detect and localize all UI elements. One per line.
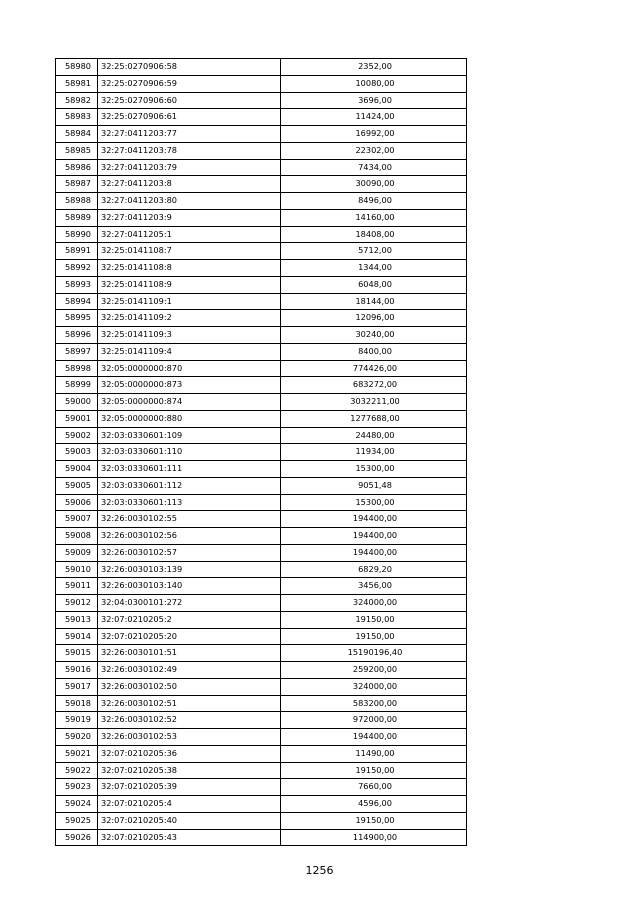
row-number-cell: 59012 bbox=[56, 595, 98, 612]
table-row bbox=[56, 712, 467, 729]
value-cell: 114900,00 bbox=[281, 829, 467, 846]
value-cell: 3456,00 bbox=[281, 578, 467, 595]
table-row bbox=[56, 695, 467, 712]
row-number-cell: 59020 bbox=[56, 729, 98, 746]
row-number-cell: 59014 bbox=[56, 628, 98, 645]
page-number: 1256 bbox=[305, 864, 334, 877]
cadastral-number-cell: 32:27:0411203:77 bbox=[98, 126, 281, 143]
row-number-cell: 59000 bbox=[56, 394, 98, 411]
table-row bbox=[56, 812, 467, 829]
cadastral-number-cell: 32:26:0030102:50 bbox=[98, 678, 281, 695]
cadastral-number-cell: 32:26:0030102:49 bbox=[98, 662, 281, 679]
value-cell: 7660,00 bbox=[281, 779, 467, 796]
value-cell: 16992,00 bbox=[281, 126, 467, 143]
row-number-cell: 59010 bbox=[56, 561, 98, 578]
table-row bbox=[56, 410, 467, 427]
cadastral-number-cell: 32:25:0141108:9 bbox=[98, 276, 281, 293]
value-cell: 6829,20 bbox=[281, 561, 467, 578]
cadastral-number-cell: 32:07:0210205:39 bbox=[98, 779, 281, 796]
cadastral-number-cell: 32:25:0270906:58 bbox=[98, 59, 281, 76]
row-number-cell: 59018 bbox=[56, 695, 98, 712]
table-row bbox=[56, 126, 467, 143]
table-row bbox=[56, 176, 467, 193]
cadastral-number-cell: 32:27:0411203:79 bbox=[98, 159, 281, 176]
row-number-cell: 58986 bbox=[56, 159, 98, 176]
cadastral-number-cell: 32:03:0330601:112 bbox=[98, 477, 281, 494]
value-cell: 683272,00 bbox=[281, 377, 467, 394]
value-cell: 972000,00 bbox=[281, 712, 467, 729]
table-row bbox=[56, 109, 467, 126]
cadastral-number-cell: 32:25:0270906:59 bbox=[98, 75, 281, 92]
table-row bbox=[56, 611, 467, 628]
table-row bbox=[56, 159, 467, 176]
cadastral-number-cell: 32:25:0141109:1 bbox=[98, 293, 281, 310]
value-cell: 1344,00 bbox=[281, 260, 467, 277]
row-number-cell: 59007 bbox=[56, 511, 98, 528]
cadastral-number-cell: 32:03:0330601:111 bbox=[98, 461, 281, 478]
row-number-cell: 58983 bbox=[56, 109, 98, 126]
cadastral-number-cell: 32:03:0330601:113 bbox=[98, 494, 281, 511]
value-cell: 324000,00 bbox=[281, 595, 467, 612]
cadastral-number-cell: 32:07:0210205:20 bbox=[98, 628, 281, 645]
table-row bbox=[56, 59, 467, 76]
table-row bbox=[56, 193, 467, 210]
cadastral-number-cell: 32:07:0210205:38 bbox=[98, 762, 281, 779]
row-number-cell: 58993 bbox=[56, 276, 98, 293]
row-number-cell: 59013 bbox=[56, 611, 98, 628]
table-row bbox=[56, 762, 467, 779]
row-number-cell: 59024 bbox=[56, 796, 98, 813]
value-cell: 194400,00 bbox=[281, 528, 467, 545]
row-number-cell: 58992 bbox=[56, 260, 98, 277]
cadastral-number-cell: 32:26:0030102:51 bbox=[98, 695, 281, 712]
value-cell: 10080,00 bbox=[281, 75, 467, 92]
row-number-cell: 59003 bbox=[56, 444, 98, 461]
table-row bbox=[56, 578, 467, 595]
cadastral-number-cell: 32:26:0030102:57 bbox=[98, 544, 281, 561]
table-row bbox=[56, 327, 467, 344]
value-cell: 1277688,00 bbox=[281, 410, 467, 427]
value-cell: 15300,00 bbox=[281, 461, 467, 478]
value-cell: 15190196,40 bbox=[281, 645, 467, 662]
table-row bbox=[56, 260, 467, 277]
cadastral-number-cell: 32:25:0141108:8 bbox=[98, 260, 281, 277]
value-cell: 19150,00 bbox=[281, 812, 467, 829]
row-number-cell: 58990 bbox=[56, 226, 98, 243]
value-cell: 7434,00 bbox=[281, 159, 467, 176]
value-cell: 2352,00 bbox=[281, 59, 467, 76]
table-row bbox=[56, 276, 467, 293]
value-cell: 259200,00 bbox=[281, 662, 467, 679]
cadastral-number-cell: 32:26:0030102:53 bbox=[98, 729, 281, 746]
value-cell: 19150,00 bbox=[281, 611, 467, 628]
table-row bbox=[56, 729, 467, 746]
value-cell: 18144,00 bbox=[281, 293, 467, 310]
cadastral-number-cell: 32:07:0210205:40 bbox=[98, 812, 281, 829]
cadastral-number-cell: 32:26:0030103:139 bbox=[98, 561, 281, 578]
table-row bbox=[56, 427, 467, 444]
table-row bbox=[56, 377, 467, 394]
table-row bbox=[56, 796, 467, 813]
value-cell: 14160,00 bbox=[281, 209, 467, 226]
value-cell: 11490,00 bbox=[281, 745, 467, 762]
value-cell: 583200,00 bbox=[281, 695, 467, 712]
cadastral-number-cell: 32:26:0030102:52 bbox=[98, 712, 281, 729]
table-row bbox=[56, 461, 467, 478]
value-cell: 8496,00 bbox=[281, 193, 467, 210]
cadastral-number-cell: 32:25:0141109:3 bbox=[98, 327, 281, 344]
row-number-cell: 59017 bbox=[56, 678, 98, 695]
table-row bbox=[56, 92, 467, 109]
table-row bbox=[56, 209, 467, 226]
row-number-cell: 58987 bbox=[56, 176, 98, 193]
row-number-cell: 59022 bbox=[56, 762, 98, 779]
table-row bbox=[56, 678, 467, 695]
row-number-cell: 58991 bbox=[56, 243, 98, 260]
table-row bbox=[56, 394, 467, 411]
cadastral-number-cell: 32:25:0141109:2 bbox=[98, 310, 281, 327]
cadastral-number-cell: 32:05:0000000:873 bbox=[98, 377, 281, 394]
table-row bbox=[56, 310, 467, 327]
cadastral-number-cell: 32:27:0411203:8 bbox=[98, 176, 281, 193]
value-cell: 3696,00 bbox=[281, 92, 467, 109]
table-row bbox=[56, 293, 467, 310]
row-number-cell: 58996 bbox=[56, 327, 98, 344]
cadastral-number-cell: 32:26:0030102:55 bbox=[98, 511, 281, 528]
value-cell: 18408,00 bbox=[281, 226, 467, 243]
value-cell: 9051,48 bbox=[281, 477, 467, 494]
table-row bbox=[56, 226, 467, 243]
table-row bbox=[56, 75, 467, 92]
table-row bbox=[56, 142, 467, 159]
row-number-cell: 59001 bbox=[56, 410, 98, 427]
value-cell: 22302,00 bbox=[281, 142, 467, 159]
cadastral-number-cell: 32:25:0270906:60 bbox=[98, 92, 281, 109]
cadastral-number-cell: 32:05:0000000:880 bbox=[98, 410, 281, 427]
row-number-cell: 59004 bbox=[56, 461, 98, 478]
table-body bbox=[56, 59, 467, 846]
cadastral-number-cell: 32:25:0141108:7 bbox=[98, 243, 281, 260]
value-cell: 24480,00 bbox=[281, 427, 467, 444]
table-row bbox=[56, 243, 467, 260]
value-cell: 3032211,00 bbox=[281, 394, 467, 411]
row-number-cell: 59008 bbox=[56, 528, 98, 545]
value-cell: 15300,00 bbox=[281, 494, 467, 511]
value-cell: 11934,00 bbox=[281, 444, 467, 461]
cadastral-number-cell: 32:27:0411205:1 bbox=[98, 226, 281, 243]
cadastral-number-cell: 32:07:0210205:2 bbox=[98, 611, 281, 628]
value-cell: 5712,00 bbox=[281, 243, 467, 260]
table-row bbox=[56, 561, 467, 578]
cadastral-number-cell: 32:07:0210205:4 bbox=[98, 796, 281, 813]
table-row bbox=[56, 779, 467, 796]
row-number-cell: 59015 bbox=[56, 645, 98, 662]
row-number-cell: 59009 bbox=[56, 544, 98, 561]
cadastral-number-cell: 32:07:0210205:36 bbox=[98, 745, 281, 762]
table-row bbox=[56, 595, 467, 612]
row-number-cell: 59006 bbox=[56, 494, 98, 511]
table-row bbox=[56, 544, 467, 561]
row-number-cell: 59019 bbox=[56, 712, 98, 729]
cadastral-number-cell: 32:04:0300101:272 bbox=[98, 595, 281, 612]
value-cell: 30090,00 bbox=[281, 176, 467, 193]
value-cell: 19150,00 bbox=[281, 762, 467, 779]
row-number-cell: 58988 bbox=[56, 193, 98, 210]
value-cell: 4596,00 bbox=[281, 796, 467, 813]
row-number-cell: 58981 bbox=[56, 75, 98, 92]
value-cell: 19150,00 bbox=[281, 628, 467, 645]
cadastral-number-cell: 32:27:0411203:80 bbox=[98, 193, 281, 210]
value-cell: 30240,00 bbox=[281, 327, 467, 344]
value-cell: 194400,00 bbox=[281, 544, 467, 561]
cadastral-number-cell: 32:27:0411203:78 bbox=[98, 142, 281, 159]
table-row bbox=[56, 645, 467, 662]
value-cell: 194400,00 bbox=[281, 511, 467, 528]
value-cell: 12096,00 bbox=[281, 310, 467, 327]
row-number-cell: 59011 bbox=[56, 578, 98, 595]
table-row bbox=[56, 494, 467, 511]
table-row bbox=[56, 444, 467, 461]
cadastral-number-cell: 32:05:0000000:870 bbox=[98, 360, 281, 377]
cadastral-number-cell: 32:26:0030102:56 bbox=[98, 528, 281, 545]
cadastral-number-cell: 32:07:0210205:43 bbox=[98, 829, 281, 846]
value-cell: 6048,00 bbox=[281, 276, 467, 293]
value-cell: 194400,00 bbox=[281, 729, 467, 746]
row-number-cell: 58995 bbox=[56, 310, 98, 327]
row-number-cell: 59021 bbox=[56, 745, 98, 762]
row-number-cell: 58982 bbox=[56, 92, 98, 109]
cadastral-value-table bbox=[55, 58, 467, 846]
cadastral-number-cell: 32:05:0000000:874 bbox=[98, 394, 281, 411]
cadastral-number-cell: 32:27:0411203:9 bbox=[98, 209, 281, 226]
row-number-cell: 59002 bbox=[56, 427, 98, 444]
row-number-cell: 59016 bbox=[56, 662, 98, 679]
table-row bbox=[56, 628, 467, 645]
table-row bbox=[56, 511, 467, 528]
value-cell: 774426,00 bbox=[281, 360, 467, 377]
row-number-cell: 58997 bbox=[56, 343, 98, 360]
row-number-cell: 59026 bbox=[56, 829, 98, 846]
cadastral-number-cell: 32:26:0030101:51 bbox=[98, 645, 281, 662]
row-number-cell: 58998 bbox=[56, 360, 98, 377]
cadastral-number-cell: 32:03:0330601:109 bbox=[98, 427, 281, 444]
row-number-cell: 58985 bbox=[56, 142, 98, 159]
row-number-cell: 58984 bbox=[56, 126, 98, 143]
row-number-cell: 59023 bbox=[56, 779, 98, 796]
cadastral-number-cell: 32:03:0330601:110 bbox=[98, 444, 281, 461]
value-cell: 324000,00 bbox=[281, 678, 467, 695]
table-row bbox=[56, 745, 467, 762]
row-number-cell: 59005 bbox=[56, 477, 98, 494]
cadastral-number-cell: 32:25:0141109:4 bbox=[98, 343, 281, 360]
row-number-cell: 58989 bbox=[56, 209, 98, 226]
table-row bbox=[56, 477, 467, 494]
value-cell: 11424,00 bbox=[281, 109, 467, 126]
table-row bbox=[56, 829, 467, 846]
row-number-cell: 59025 bbox=[56, 812, 98, 829]
row-number-cell: 58994 bbox=[56, 293, 98, 310]
cadastral-number-cell: 32:26:0030103:140 bbox=[98, 578, 281, 595]
cadastral-number-cell: 32:25:0270906:61 bbox=[98, 109, 281, 126]
table-row bbox=[56, 343, 467, 360]
table-row bbox=[56, 662, 467, 679]
table-row bbox=[56, 528, 467, 545]
value-cell: 8400,00 bbox=[281, 343, 467, 360]
row-number-cell: 58999 bbox=[56, 377, 98, 394]
row-number-cell: 58980 bbox=[56, 59, 98, 76]
table-row bbox=[56, 360, 467, 377]
